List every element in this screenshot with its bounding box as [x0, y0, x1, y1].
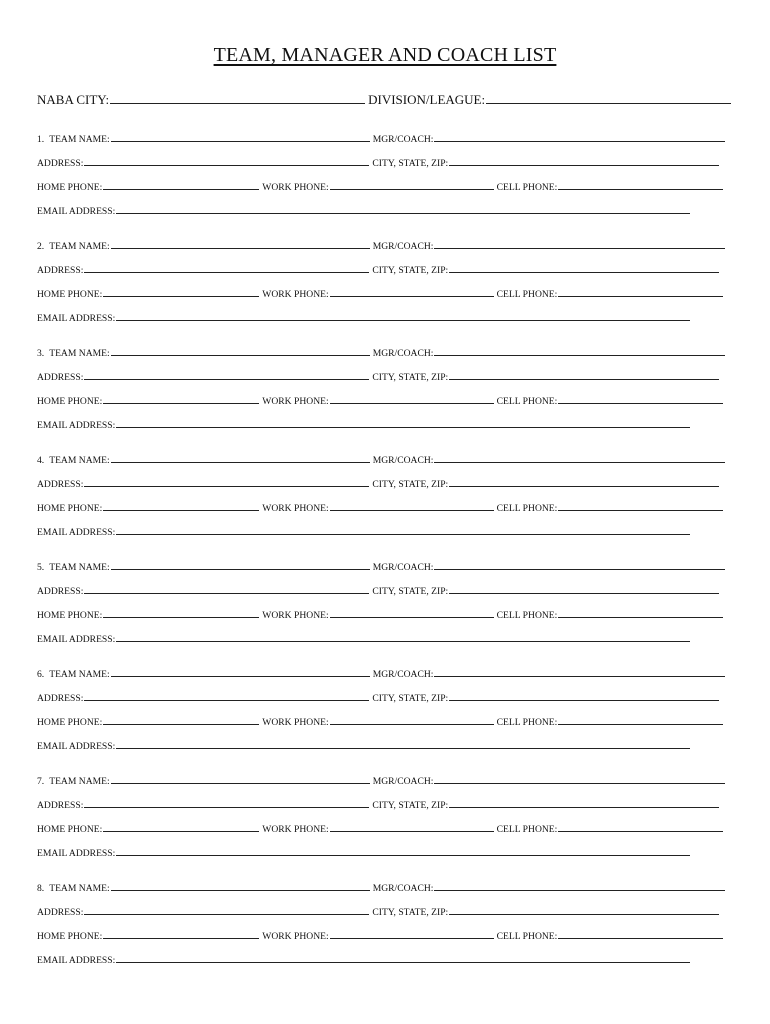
phone-row	[37, 499, 726, 514]
home-phone-field[interactable]	[103, 392, 259, 404]
email-address-label: EMAIL ADDRESS:	[37, 206, 116, 217]
work-phone-label: WORK PHONE:	[262, 717, 329, 728]
phone-row	[37, 713, 726, 728]
team-name-label: TEAM NAME:	[49, 883, 110, 894]
email-address-label: EMAIL ADDRESS:	[37, 955, 116, 966]
work-phone-label: WORK PHONE:	[262, 289, 329, 300]
entry-number: 5.	[37, 562, 45, 573]
city-state-zip-field[interactable]	[449, 261, 719, 273]
home-phone-label: HOME PHONE:	[37, 824, 103, 835]
address-field[interactable]	[84, 796, 369, 808]
city-state-zip-field[interactable]	[449, 582, 719, 594]
email-address-field[interactable]	[116, 844, 690, 856]
city-state-zip-label: CITY, STATE, ZIP:	[372, 479, 449, 490]
address-field[interactable]	[84, 475, 369, 487]
address-field[interactable]	[84, 368, 369, 380]
team-name-field[interactable]	[111, 772, 370, 784]
email-address-field[interactable]	[116, 630, 690, 642]
home-phone-field[interactable]	[103, 606, 259, 618]
team-name-label: TEAM NAME:	[49, 669, 110, 680]
city-state-zip-field[interactable]	[449, 475, 719, 487]
cell-phone-label: CELL PHONE:	[496, 289, 558, 300]
team-name-field[interactable]	[111, 879, 370, 891]
cell-phone-label: CELL PHONE:	[496, 931, 558, 942]
city-state-zip-field[interactable]	[449, 154, 719, 166]
address-label: ADDRESS:	[37, 693, 84, 704]
header-row	[37, 91, 734, 108]
phone-row	[37, 392, 726, 407]
address-label: ADDRESS:	[37, 265, 84, 276]
phone-row	[37, 927, 726, 942]
email-address-label: EMAIL ADDRESS:	[37, 634, 116, 645]
home-phone-field[interactable]	[103, 285, 259, 297]
email-address-label: EMAIL ADDRESS:	[37, 420, 116, 431]
city-state-zip-field[interactable]	[449, 796, 719, 808]
cell-phone-label: CELL PHONE:	[496, 610, 558, 621]
mgr-coach-label: MGR/COACH:	[372, 776, 434, 787]
work-phone-label: WORK PHONE:	[262, 610, 329, 621]
address-row	[37, 475, 722, 490]
team-name-row	[37, 237, 728, 252]
work-phone-label: WORK PHONE:	[262, 824, 329, 835]
team-name-field[interactable]	[111, 130, 370, 142]
team-name-label: TEAM NAME:	[49, 348, 110, 359]
address-label: ADDRESS:	[37, 907, 84, 918]
city-state-zip-label: CITY, STATE, ZIP:	[372, 372, 449, 383]
email-row	[37, 630, 693, 645]
city-state-zip-label: CITY, STATE, ZIP:	[372, 586, 449, 597]
cell-phone-field[interactable]	[558, 713, 723, 725]
home-phone-label: HOME PHONE:	[37, 289, 103, 300]
mgr-coach-label: MGR/COACH:	[372, 241, 434, 252]
entry-number: 1.	[37, 134, 45, 145]
work-phone-field[interactable]	[330, 285, 494, 297]
address-row	[37, 582, 722, 597]
city-state-zip-label: CITY, STATE, ZIP:	[372, 693, 449, 704]
address-label: ADDRESS:	[37, 372, 84, 383]
email-row	[37, 202, 693, 217]
email-address-field[interactable]	[116, 737, 690, 749]
mgr-coach-label: MGR/COACH:	[372, 562, 434, 573]
cell-phone-field[interactable]	[558, 392, 723, 404]
mgr-coach-field[interactable]	[434, 558, 725, 570]
team-name-field[interactable]	[111, 344, 370, 356]
home-phone-field[interactable]	[103, 499, 259, 511]
mgr-coach-field[interactable]	[434, 130, 725, 142]
team-name-label: TEAM NAME:	[49, 562, 110, 573]
home-phone-label: HOME PHONE:	[37, 182, 103, 193]
home-phone-field[interactable]	[103, 820, 259, 832]
home-phone-label: HOME PHONE:	[37, 503, 103, 514]
team-name-row	[37, 344, 728, 359]
cell-phone-label: CELL PHONE:	[496, 824, 558, 835]
city-state-zip-field[interactable]	[449, 689, 719, 701]
entry-number: 4.	[37, 455, 45, 466]
city-state-zip-field[interactable]	[449, 368, 719, 380]
entry-number: 7.	[37, 776, 45, 787]
address-field[interactable]	[84, 154, 369, 166]
email-row	[37, 844, 693, 859]
address-label: ADDRESS:	[37, 800, 84, 811]
home-phone-field[interactable]	[103, 713, 259, 725]
email-row	[37, 951, 693, 966]
team-name-row	[37, 558, 728, 573]
email-row	[37, 737, 693, 752]
team-name-row	[37, 665, 728, 680]
city-state-zip-label: CITY, STATE, ZIP:	[372, 800, 449, 811]
work-phone-label: WORK PHONE:	[262, 931, 329, 942]
mgr-coach-field[interactable]	[434, 451, 725, 463]
home-phone-label: HOME PHONE:	[37, 610, 103, 621]
team-name-row	[37, 879, 728, 894]
home-phone-field[interactable]	[103, 178, 259, 190]
mgr-coach-field[interactable]	[434, 772, 725, 784]
entry-number: 3.	[37, 348, 45, 359]
work-phone-field[interactable]	[330, 499, 494, 511]
work-phone-field[interactable]	[330, 927, 494, 939]
mgr-coach-label: MGR/COACH:	[372, 883, 434, 894]
address-row	[37, 903, 722, 918]
team-name-label: TEAM NAME:	[49, 455, 110, 466]
email-address-label: EMAIL ADDRESS:	[37, 527, 116, 538]
entry-number: 6.	[37, 669, 45, 680]
address-label: ADDRESS:	[37, 479, 84, 490]
phone-row	[37, 606, 726, 621]
city-state-zip-label: CITY, STATE, ZIP:	[372, 907, 449, 918]
email-address-field[interactable]	[116, 951, 690, 963]
phone-row	[37, 820, 726, 835]
address-row	[37, 368, 722, 383]
team-name-field[interactable]	[111, 665, 370, 677]
home-phone-label: HOME PHONE:	[37, 717, 103, 728]
division-league-field[interactable]	[486, 91, 731, 104]
work-phone-field[interactable]	[330, 713, 494, 725]
work-phone-label: WORK PHONE:	[262, 396, 329, 407]
work-phone-field[interactable]	[330, 606, 494, 618]
team-name-label: TEAM NAME:	[49, 776, 110, 787]
home-phone-label: HOME PHONE:	[37, 396, 103, 407]
cell-phone-field[interactable]	[558, 606, 723, 618]
address-row	[37, 689, 722, 704]
cell-phone-field[interactable]	[558, 285, 723, 297]
work-phone-label: WORK PHONE:	[262, 503, 329, 514]
address-field[interactable]	[84, 582, 369, 594]
email-row	[37, 416, 693, 431]
address-label: ADDRESS:	[37, 158, 84, 169]
address-field[interactable]	[84, 903, 369, 915]
address-row	[37, 261, 722, 276]
city-state-zip-field[interactable]	[449, 903, 719, 915]
naba-city-field[interactable]	[110, 91, 365, 104]
team-name-field[interactable]	[111, 237, 370, 249]
naba-city-label: NABA CITY:	[37, 92, 110, 107]
home-phone-label: HOME PHONE:	[37, 931, 103, 942]
email-address-label: EMAIL ADDRESS:	[37, 741, 116, 752]
entry-number: 2.	[37, 241, 45, 252]
team-name-row	[37, 772, 728, 787]
address-label: ADDRESS:	[37, 586, 84, 597]
email-address-label: EMAIL ADDRESS:	[37, 848, 116, 859]
cell-phone-field[interactable]	[558, 927, 723, 939]
cell-phone-label: CELL PHONE:	[496, 503, 558, 514]
address-field[interactable]	[84, 261, 369, 273]
team-name-row	[37, 130, 728, 145]
team-name-field[interactable]	[111, 451, 370, 463]
mgr-coach-label: MGR/COACH:	[372, 669, 434, 680]
division-league-label: DIVISION/LEAGUE:	[368, 92, 486, 107]
cell-phone-label: CELL PHONE:	[496, 396, 558, 407]
team-name-label: TEAM NAME:	[49, 241, 110, 252]
title-text: TEAM, MANAGER AND COACH LIST	[213, 44, 557, 66]
email-address-field[interactable]	[116, 416, 690, 428]
city-state-zip-label: CITY, STATE, ZIP:	[372, 265, 449, 276]
work-phone-label: WORK PHONE:	[262, 182, 329, 193]
email-address-field[interactable]	[116, 202, 690, 214]
page-title	[0, 44, 770, 67]
email-address-label: EMAIL ADDRESS:	[37, 313, 116, 324]
entry-number: 8.	[37, 883, 45, 894]
address-row	[37, 154, 722, 169]
cell-phone-label: CELL PHONE:	[496, 182, 558, 193]
phone-row	[37, 178, 726, 193]
team-name-label: TEAM NAME:	[49, 134, 110, 145]
address-row	[37, 796, 722, 811]
city-state-zip-label: CITY, STATE, ZIP:	[372, 158, 449, 169]
work-phone-field[interactable]	[330, 178, 494, 190]
team-name-row	[37, 451, 728, 466]
mgr-coach-field[interactable]	[434, 665, 725, 677]
work-phone-field[interactable]	[330, 392, 494, 404]
home-phone-field[interactable]	[103, 927, 259, 939]
mgr-coach-field[interactable]	[434, 879, 725, 891]
address-field[interactable]	[84, 689, 369, 701]
phone-row	[37, 285, 726, 300]
email-row	[37, 309, 693, 324]
mgr-coach-field[interactable]	[434, 344, 725, 356]
cell-phone-label: CELL PHONE:	[496, 717, 558, 728]
work-phone-field[interactable]	[330, 820, 494, 832]
cell-phone-field[interactable]	[558, 499, 723, 511]
cell-phone-field[interactable]	[558, 178, 723, 190]
mgr-coach-field[interactable]	[434, 237, 725, 249]
email-row	[37, 523, 693, 538]
team-name-field[interactable]	[111, 558, 370, 570]
mgr-coach-label: MGR/COACH:	[372, 455, 434, 466]
mgr-coach-label: MGR/COACH:	[372, 348, 434, 359]
cell-phone-field[interactable]	[558, 820, 723, 832]
email-address-field[interactable]	[116, 523, 690, 535]
mgr-coach-label: MGR/COACH:	[372, 134, 434, 145]
email-address-field[interactable]	[116, 309, 690, 321]
